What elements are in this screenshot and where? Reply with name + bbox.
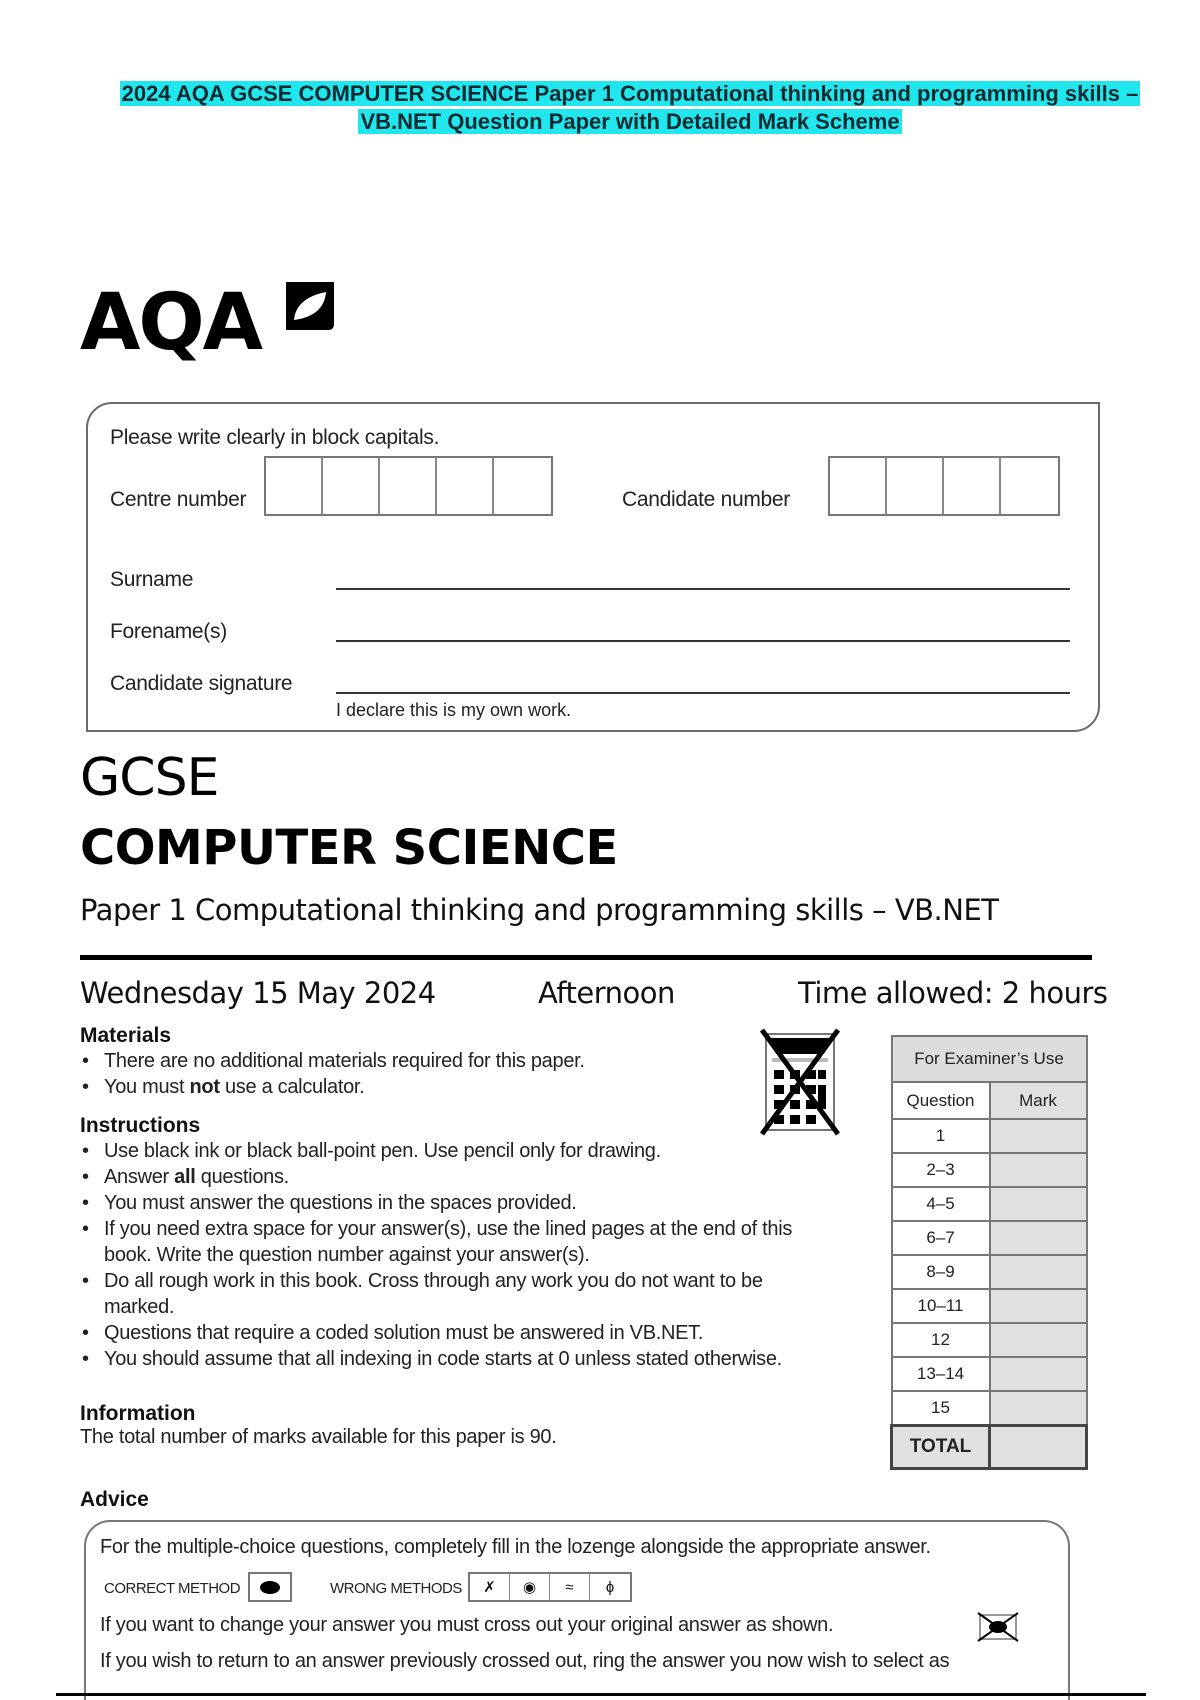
forenames-field[interactable] — [336, 640, 1070, 642]
advice-heading: Advice — [80, 1488, 149, 1511]
mark-cell[interactable] — [990, 1255, 1087, 1289]
table-row: 15 — [892, 1391, 1087, 1425]
instructions-item: • You should assume that all indexing in code starts at 0 unless stated otherwise. — [80, 1346, 860, 1372]
heading-divider — [80, 955, 1092, 960]
aqa-leaf-mark-icon — [282, 278, 338, 334]
table-row: 1 — [892, 1119, 1087, 1153]
instructions-item: • Do all rough work in this book. Cross through any work you do not want to be marked. — [80, 1268, 780, 1320]
surname-label: Surname — [110, 568, 194, 591]
filled-lozenge-icon — [250, 1574, 290, 1600]
advice-box — [84, 1520, 1070, 1700]
mark-cell[interactable] — [990, 1357, 1087, 1391]
instructions-item: • You must answer the questions in the spaces provided. — [80, 1190, 860, 1216]
forenames-label: Forename(s) — [110, 620, 227, 643]
materials-item: • You must not use a calculator. — [80, 1074, 585, 1100]
centre-digit-box[interactable] — [323, 458, 380, 514]
block-capitals-instruction: Please write clearly in block capitals. — [110, 426, 440, 449]
information-text: The total number of marks available for this paper is 90. — [80, 1426, 557, 1448]
table-row: 13–14 — [892, 1357, 1087, 1391]
table-row: 4–5 — [892, 1187, 1087, 1221]
instructions-item: • If you need extra space for your answer(s), use the lined pages at the end of this book. Write the question number against your answer(s). — [80, 1216, 800, 1268]
exam-date: Wednesday 15 May 2024 — [80, 976, 436, 1010]
candidate-details-box — [86, 402, 1100, 732]
correct-method-example — [248, 1572, 292, 1602]
mark-cell[interactable] — [990, 1289, 1087, 1323]
instructions-item: • Use black ink or black ball-point pen. Use pencil only for drawing. — [80, 1138, 860, 1164]
candidate-digit-box[interactable] — [887, 458, 944, 514]
signature-label: Candidate signature — [110, 672, 293, 695]
paper-title: Paper 1 Computational thinking and programming skills – VB.NET — [80, 893, 999, 927]
wrong-methods-label: WRONG METHODS — [330, 1580, 462, 1597]
table-row: 12 — [892, 1323, 1087, 1357]
advice-line-ring-answer: If you wish to return to an answer previously crossed out, ring the answer you now wish to select as — [100, 1650, 950, 1672]
examiner-use-table — [890, 1035, 1088, 1470]
centre-number-label: Centre number — [110, 488, 247, 511]
exam-session: Afternoon — [538, 976, 675, 1010]
mark-column-header: Mark — [990, 1082, 1087, 1119]
subject-heading: COMPUTER SCIENCE — [80, 820, 618, 876]
instructions-item: • Questions that require a coded solution must be answered in VB.NET. — [80, 1320, 860, 1346]
wrong-scribble-lozenge-icon: ≈ — [550, 1574, 590, 1600]
qualification-heading: GCSE — [80, 748, 219, 808]
correct-method-label: CORRECT METHOD — [104, 1580, 241, 1597]
total-row — [892, 1425, 1087, 1468]
mark-cell[interactable] — [990, 1187, 1087, 1221]
table-row: 8–9 — [892, 1255, 1087, 1289]
materials-list — [80, 1048, 585, 1100]
materials-item: • There are no additional materials required for this paper. — [80, 1048, 585, 1074]
candidate-number-input[interactable] — [828, 456, 1060, 516]
wrong-dot-lozenge-icon: ◉ — [510, 1574, 550, 1600]
candidate-digit-box[interactable] — [944, 458, 1001, 514]
table-row: 2–3 — [892, 1153, 1087, 1187]
logo-text: AQA — [80, 278, 262, 368]
mark-cell[interactable] — [990, 1119, 1087, 1153]
instructions-list — [80, 1138, 860, 1372]
banner-line-1: 2024 AQA GCSE COMPUTER SCIENCE Paper 1 Computational thinking and programming skills – — [121, 81, 1139, 106]
table-row: 6–7 — [892, 1221, 1087, 1255]
instructions-heading: Instructions — [80, 1114, 201, 1137]
candidate-digit-box[interactable] — [1001, 458, 1058, 514]
candidate-number-label: Candidate number — [622, 488, 790, 511]
document-banner-title — [60, 80, 1200, 136]
advice-line-cross-out: If you want to change your answer you must cross out your original answer as shown. — [100, 1614, 834, 1636]
banner-line-2: VB.NET Question Paper with Detailed Mark Scheme — [360, 109, 900, 134]
crossed-lozenge-icon — [976, 1611, 1020, 1643]
instructions-item: • Answer all questions. — [80, 1164, 860, 1190]
centre-number-input[interactable] — [264, 456, 553, 516]
no-calculator-icon — [760, 1028, 840, 1136]
centre-digit-box[interactable] — [494, 458, 551, 514]
question-column-header: Question — [892, 1082, 990, 1119]
total-label: TOTAL — [892, 1425, 990, 1468]
advice-line-fill-lozenge: For the multiple-choice questions, completely fill in the lozenge alongside the appropriate answer. — [100, 1536, 931, 1558]
total-mark-cell[interactable] — [990, 1425, 1087, 1468]
aqa-logo — [80, 278, 340, 368]
wrong-partial-lozenge-icon: ɸ — [605, 1578, 615, 1596]
declaration-text: I declare this is my own work. — [336, 700, 572, 720]
information-heading: Information — [80, 1402, 196, 1425]
centre-digit-box[interactable] — [266, 458, 323, 514]
surname-field[interactable] — [336, 588, 1070, 590]
mark-cell[interactable] — [990, 1153, 1087, 1187]
centre-digit-box[interactable] — [380, 458, 437, 514]
examiner-table-title: For Examiner’s Use — [892, 1036, 1087, 1082]
candidate-digit-box[interactable] — [830, 458, 887, 514]
mark-cell[interactable] — [990, 1391, 1087, 1425]
signature-field[interactable] — [336, 692, 1070, 694]
materials-heading: Materials — [80, 1024, 172, 1047]
mark-cell[interactable] — [990, 1323, 1087, 1357]
mark-cell[interactable] — [990, 1221, 1087, 1255]
centre-digit-box[interactable] — [437, 458, 494, 514]
time-allowed: Time allowed: 2 hours — [798, 976, 1108, 1010]
wrong-methods-examples — [468, 1572, 632, 1602]
page-bottom-rule — [56, 1693, 1146, 1696]
table-row: 10–11 — [892, 1289, 1087, 1323]
wrong-tick-lozenge-icon: ✗ — [470, 1574, 510, 1600]
